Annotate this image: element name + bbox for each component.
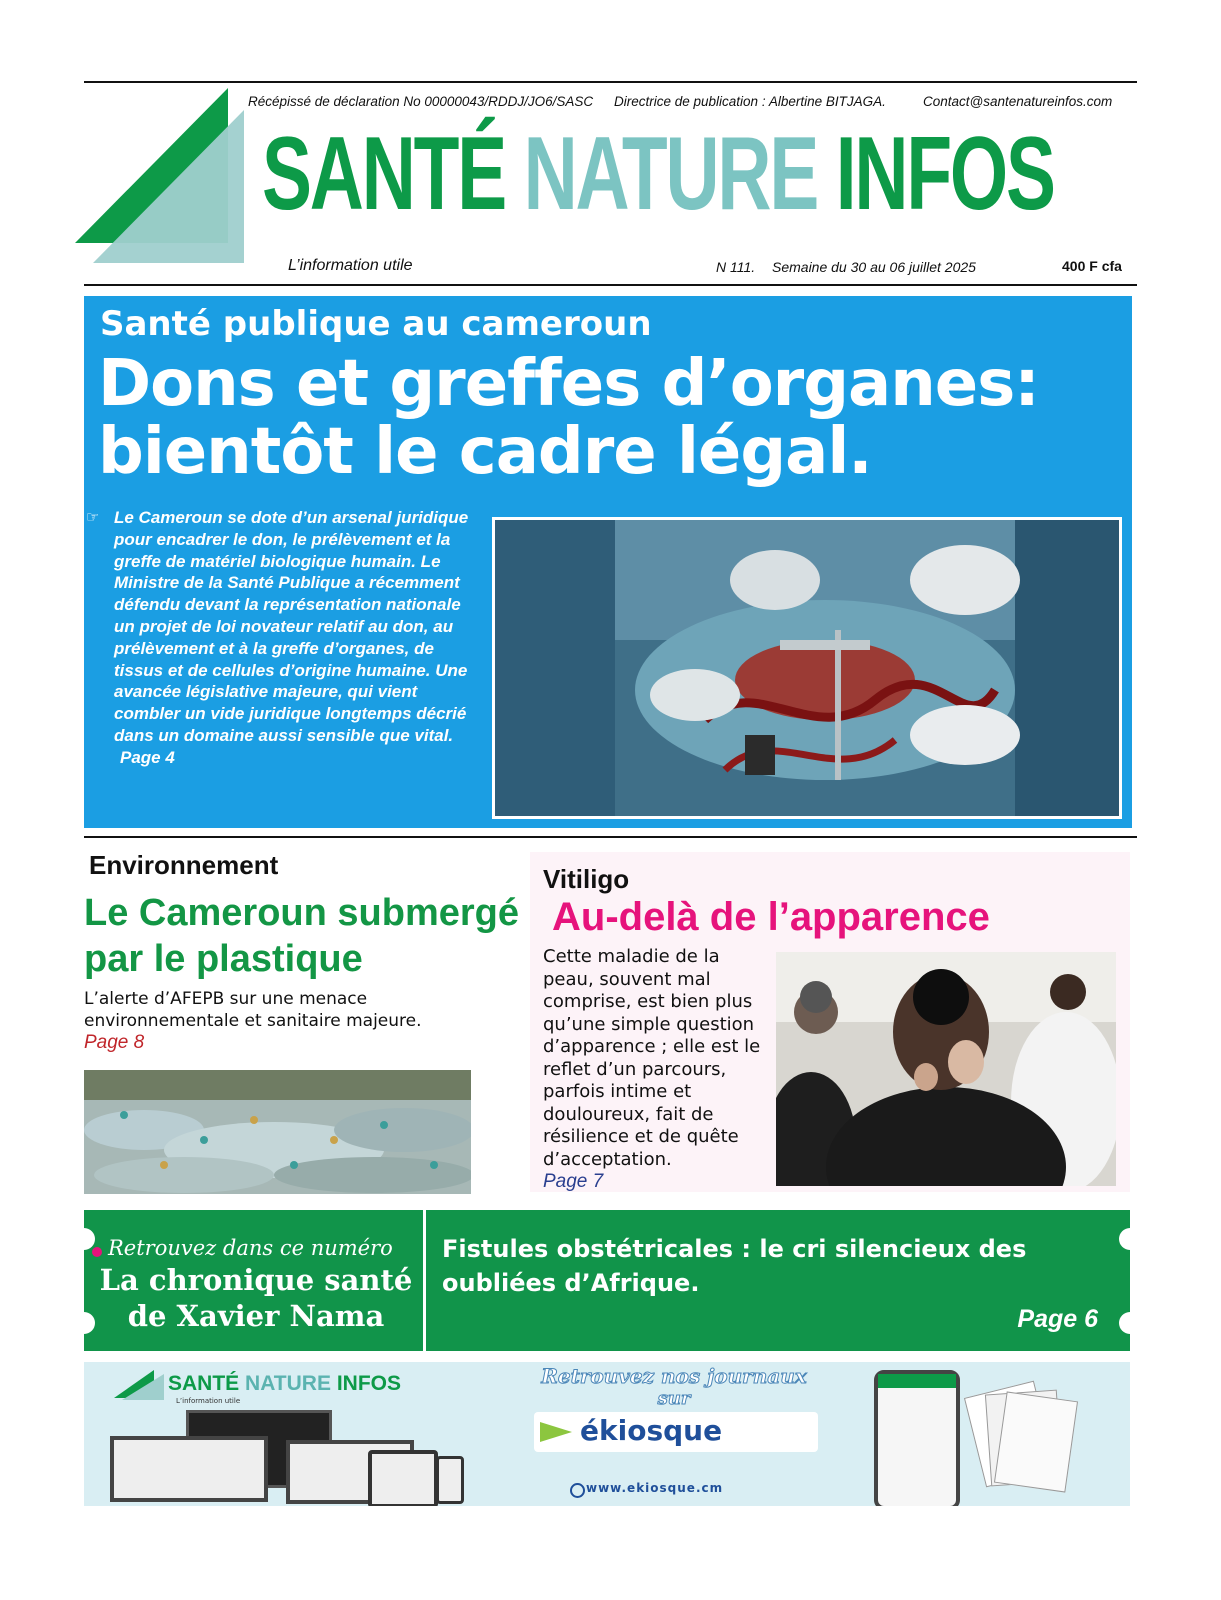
- lead-bottom-rule: [84, 836, 1137, 838]
- issue-week: Semaine du 30 au 06 juillet 2025: [772, 259, 976, 275]
- ad-brand-word-sante: SANTÉ: [168, 1372, 240, 1395]
- phone-app-header: [878, 1374, 956, 1388]
- lead-kicker: Santé publique au cameroun: [100, 304, 652, 344]
- environment-summary-text: L’alerte d’AFEPB sur une menace environnementale et sanitaire majeure.: [84, 989, 422, 1031]
- lead-summary: [114, 507, 474, 769]
- environment-headline[interactable]: Le Cameroun submergé par le plastique: [84, 892, 519, 980]
- vitiligo-page-ref[interactable]: Page 7: [543, 1171, 604, 1192]
- ad-brand-word-nature: NATURE: [245, 1372, 331, 1395]
- ad-url[interactable]: www.ekiosque.cm: [586, 1481, 724, 1495]
- chronicle-title[interactable]: [90, 1262, 422, 1334]
- masthead-title: [262, 116, 1054, 232]
- chronicle-line2: de Xavier Nama: [127, 1299, 385, 1333]
- surgery-photo: [492, 517, 1122, 819]
- lead-headline-line2: bientôt le cadre légal.: [98, 415, 872, 489]
- tablet: [368, 1450, 438, 1506]
- lead-headline[interactable]: [98, 347, 1039, 489]
- newspaper-sheet-3: [994, 1391, 1078, 1492]
- pink-dot-icon: [92, 1247, 102, 1257]
- banner-notch-right-bottom: [1119, 1312, 1141, 1334]
- phone-app-mockup: [874, 1370, 960, 1506]
- vitiligo-summary-text: Cette maladie de la peau, souvent mal comprise, est bien plus qu’une simple question d’apparence ; elle est le reflet d’un parcours, parfois intime et douloureux, fait de résilience et de quête d’acceptation.: [543, 946, 761, 1170]
- ad-headline-line2: sur: [657, 1388, 691, 1409]
- issue-number: N 111.: [716, 259, 756, 275]
- device-screens-mockup: [110, 1410, 480, 1502]
- phone: [436, 1456, 464, 1504]
- vitiligo-kicker: Vitiligo: [543, 864, 630, 894]
- vitiligo-photo-illustration: [776, 952, 1116, 1186]
- banner-script-label: Retrouvez dans ce numéro: [108, 1236, 393, 1260]
- pointing-hand-icon: ☞: [86, 508, 100, 526]
- newspaper-stack: [964, 1378, 1074, 1488]
- price: 400 F cfa: [1062, 258, 1122, 274]
- lead-headline-line1: Dons et greffes d’organes:: [98, 347, 1039, 421]
- ad-logo-triangles: [114, 1370, 166, 1400]
- plastic-waste-illustration: [84, 1070, 471, 1194]
- contact-email[interactable]: Contact@santenatureinfos.com: [923, 94, 1113, 109]
- environment-page-ref[interactable]: Page 8: [84, 1032, 145, 1053]
- vitiligo-headline[interactable]: Au-delà de l’apparence: [552, 895, 990, 939]
- ad-brand-tagline: L’information utile: [176, 1397, 241, 1405]
- masthead-logo-triangles: [68, 88, 253, 266]
- banner-divider: [423, 1210, 426, 1351]
- ad-brand-word-infos: INFOS: [336, 1372, 401, 1395]
- surgery-photo-illustration: [495, 520, 1119, 816]
- ekiosque-ad[interactable]: [84, 1362, 1130, 1506]
- fistula-headline[interactable]: Fistules obstétricales : le cri silencieux des oubliées d’Afrique.: [442, 1235, 1027, 1297]
- environment-summary: [84, 988, 524, 1054]
- vitiligo-photo: [776, 952, 1116, 1186]
- laptop-left: [110, 1436, 268, 1502]
- chronicle-line1: La chronique santé: [99, 1263, 413, 1297]
- banner-notch-right-top: [1119, 1228, 1141, 1250]
- masthead-word-nature: NATURE: [523, 116, 818, 232]
- header-bottom-rule: [84, 284, 1137, 286]
- plastic-waste-photo: [84, 1070, 471, 1194]
- fistula-page-ref[interactable]: Page 6: [1017, 1305, 1098, 1333]
- lead-summary-text: Le Cameroun se dote d’un arsenal juridique pour encadrer le don, le prélèvement et la greffe de matériel biologique humain. Le Ministre de la Santé Publique a récemment défendu devant la représentation nationale un projet de loi novateur relatif au don, au prélèvement et à la greffe d’organes, de tissus et de cellules d’origine humaine. Une avancée législative majeure, qui vient combler un vide juridique longtemps décrié dans un domaine aussi sensible que vital.: [114, 508, 469, 745]
- receipt-line: Récépissé de déclaration No 00000043/RDDJ/JO6/SASC: [248, 94, 594, 109]
- play-arrow-icon: [540, 1422, 572, 1442]
- tagline: L’information utile: [288, 257, 413, 274]
- top-rule: [84, 81, 1137, 83]
- environment-kicker: Environnement: [89, 850, 279, 880]
- banner-notch-left-top: [73, 1228, 95, 1250]
- director-line: Directrice de publication : Albertine BITJAGA.: [614, 94, 886, 109]
- vitiligo-summary: [543, 946, 763, 1194]
- masthead-word-sante: SANTÉ: [262, 116, 505, 232]
- lead-page-ref[interactable]: Page 4: [120, 747, 175, 767]
- globe-icon: [570, 1483, 585, 1498]
- ekiosque-wordmark: ékiosque: [580, 1414, 723, 1447]
- masthead-word-infos: INFOS: [835, 116, 1054, 232]
- ad-headline-line1: Retrouvez nos journaux: [541, 1364, 807, 1388]
- ad-brand: [168, 1372, 401, 1396]
